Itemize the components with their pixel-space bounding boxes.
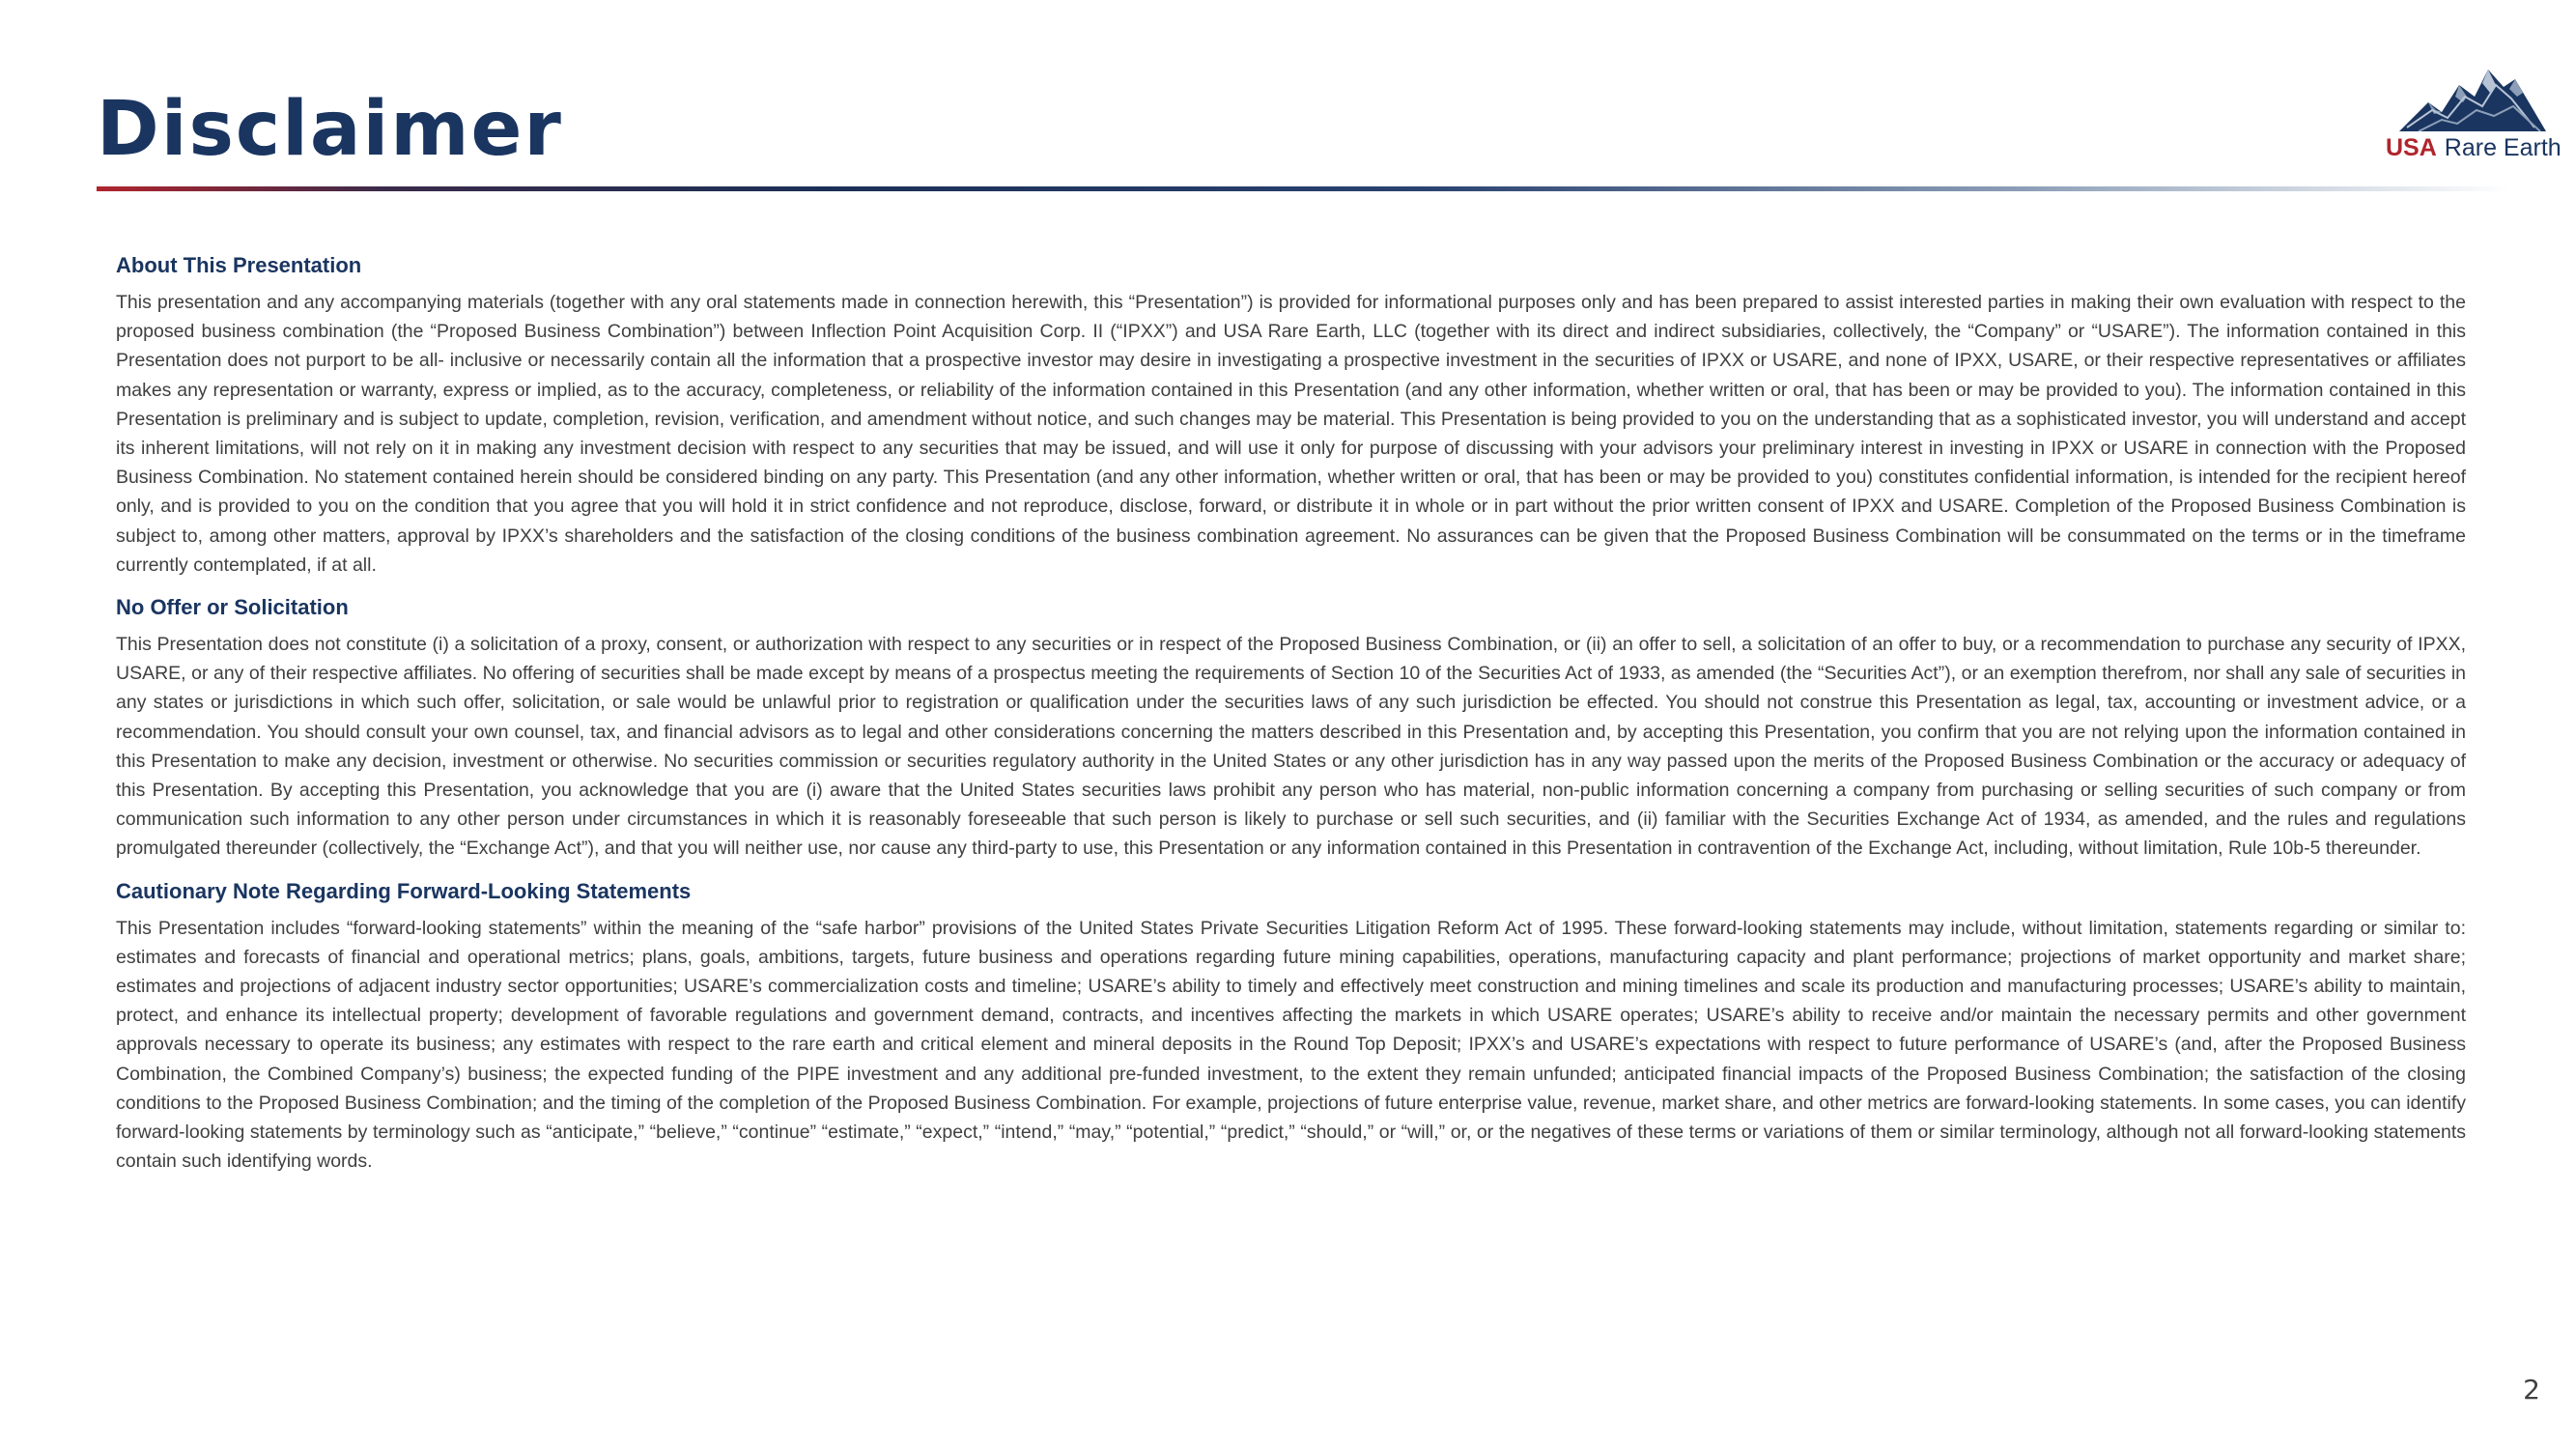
logo-wordmark — [2386, 131, 2562, 164]
page-title: Disclaimer — [97, 86, 563, 173]
logo-text-usa: USA — [2386, 133, 2437, 161]
disclaimer-content — [116, 251, 2466, 1189]
section-heading-no-offer: No Offer or Solicitation — [116, 595, 349, 620]
mountain-logo-icon — [2399, 64, 2546, 131]
page-number: 2 — [2523, 1374, 2540, 1406]
section-body-forward-looking: This Presentation includes “forward-looking statements” within the meaning of the “safe harbor” provisions of the United States Private Securities Litigation Reform Act of 1995. These forward-looking statements may include, without limitation, statements regarding or similar to: estimates and forecasts of financial and operational metrics; plans, goals, ambitions, targets, future business and operations regarding future mining capabilities, operations, manufacturing capacity and plant performance; projections of market opportunity and market share; estimates and projections of adjacent industry sector opportunities; USARE’s commercialization costs and timeline; USARE’s ability to timely and effectively meet construction and mining timelines and scale its production and manufacturing processes; USARE’s ability to maintain, protect, and enhance its intellectual property; development of favorable regulations and government demand, contracts, and incentives affecting the markets in which USARE operates; USARE’s ability to receive and/or maintain the necessary permits and other government approvals necessary to operate its business; any estimates with respect to the rare earth and critical element and mineral deposits in the Round Top Deposit; IPXX’s and USARE’s expectations with respect to future performance of USARE’s (and, after the Proposed Business Combination, the Combined Company’s) business; the expected funding of the PIPE investment and any additional pre-funded investment, to the extent they remain unfunded; anticipated financial impacts of the Proposed Business Combination; the satisfaction of the closing conditions to the Proposed Business Combination; and the timing of the completion of the Proposed Business Combination. For example, projections of future enterprise value, revenue, market share, and other metrics are forward-looking statements. In some cases, you can identify forward-looking statements by terminology such as “anticipate,” “believe,” “continue” “estimate,” “expect,” “intend,” “may,” “potential,” “predict,” “should,” or “will,” or, or the negatives of these terms or variations of them or similar terminology, although not all forward-looking statements contain such identifying words. — [116, 917, 2466, 1173]
logo-text-rare-earth: Rare Earth — [2444, 133, 2562, 161]
section-body-no-offer: This Presentation does not constitute (i) a solicitation of a proxy, consent, or authorization with respect to any securities or in respect of the Proposed Business Combination, or (ii) an offer to sell, a solicitation of an offer to buy, or a recommendation to purchase any security of IPXX, USARE, or any of their respective affiliates. No offering of securities shall be made except by means of a prospectus meeting the requirements of Section 10 of the Securities Act of 1933, as amended (the “Securities Act”), or an exemption therefrom, nor shall any sale of securities in any states or jurisdictions in which such offer, solicitation, or sale would be unlawful prior to registration or qualification under the securities laws of any such jurisdiction be effected. You should not construe this Presentation as legal, tax, accounting or investment advice, or a recommendation. You should consult your own counsel, tax, and financial advisors as to legal and other considerations concerning the matters described in this Presentation and, by accepting this Presentation, you confirm that you are not relying upon the information contained in this Presentation to make any decision, investment or otherwise. No securities commission or securities regulatory authority in the United States or any other jurisdiction has in any way passed upon the merits of the Proposed Business Combination or the accuracy or adequacy of this Presentation. By accepting this Presentation, you acknowledge that you are (i) aware that the United States securities laws prohibit any person who has material, non-public information concerning a company from purchasing or selling securities of such company or from communication such information to any other person under circumstances in which it is reasonably foreseeable that such person is likely to purchase or sell such securities, and (ii) familiar with the Securities Exchange Act of 1934, as amended, and the rules and regulations promulgated thereunder (collectively, the “Exchange Act”), and that you will neither use, nor cause any third-party to use, this Presentation or any information contained in this Presentation in contravention of the Exchange Act, including, without limitation, Rule 10b-5 thereunder. — [116, 634, 2466, 860]
section-heading-forward-looking: Cautionary Note Regarding Forward-Looking Statements — [116, 878, 692, 903]
section-heading-about: About This Presentation — [116, 253, 362, 277]
company-logo — [2386, 64, 2562, 164]
section-body-about: This presentation and any accompanying materials (together with any oral statements made in connection herewith, this “Presentation”) is provided for informational purposes only and has been prepared to assist interested parties in making their own evaluation with respect to the proposed business combination (the “Proposed Business Combination”) between Inflection Point Acquisition Corp. II (“IPXX”) and USA Rare Earth, LLC (together with its direct and indirect subsidiaries, collectively, the “Company” or “USARE”). The information contained in this Presentation does not purport to be all- inclusive or necessarily contain all the information that a prospective investor may desire in investigating a prospective investment in the securities of IPXX or USARE, and none of IPXX, USARE, or their respective representatives or affiliates makes any representation or warranty, express or implied, as to the accuracy, completeness, or reliability of the information contained in this Presentation (and any other information, whether written or oral, that has been or may be provided to you). The information contained in this Presentation is preliminary and is subject to update, completion, revision, verification, and amendment without notice, and such changes may be material. This Presentation is being provided to you on the understanding that as a sophisticated investor, you will understand and accept its inherent limitations, will not rely on it in making any investment decision with respect to any securities that may be issued, and will use it only for purpose of discussing with your advisors your preliminary interest in investing in IPXX or USARE in connection with the Proposed Business Combination. No statement contained herein should be considered binding on any party. This Presentation (and any other information, whether written or oral, that has been or may be provided to you) constitutes confidential information, is intended for the recipient hereof only, and is provided to you on the condition that you agree that you will hold it in strict confidence and not reproduce, disclose, forward, or distribute it in whole or in part without the prior written consent of IPXX and USARE. Completion of the Proposed Business Combination is subject to, among other matters, approval by IPXX’s shareholders and the satisfaction of the closing conditions of the business combination agreement. No assurances can be given that the Proposed Business Combination will be consummated on the terms or in the timeframe currently contemplated, if at all. — [116, 292, 2466, 576]
title-divider — [97, 186, 2511, 191]
